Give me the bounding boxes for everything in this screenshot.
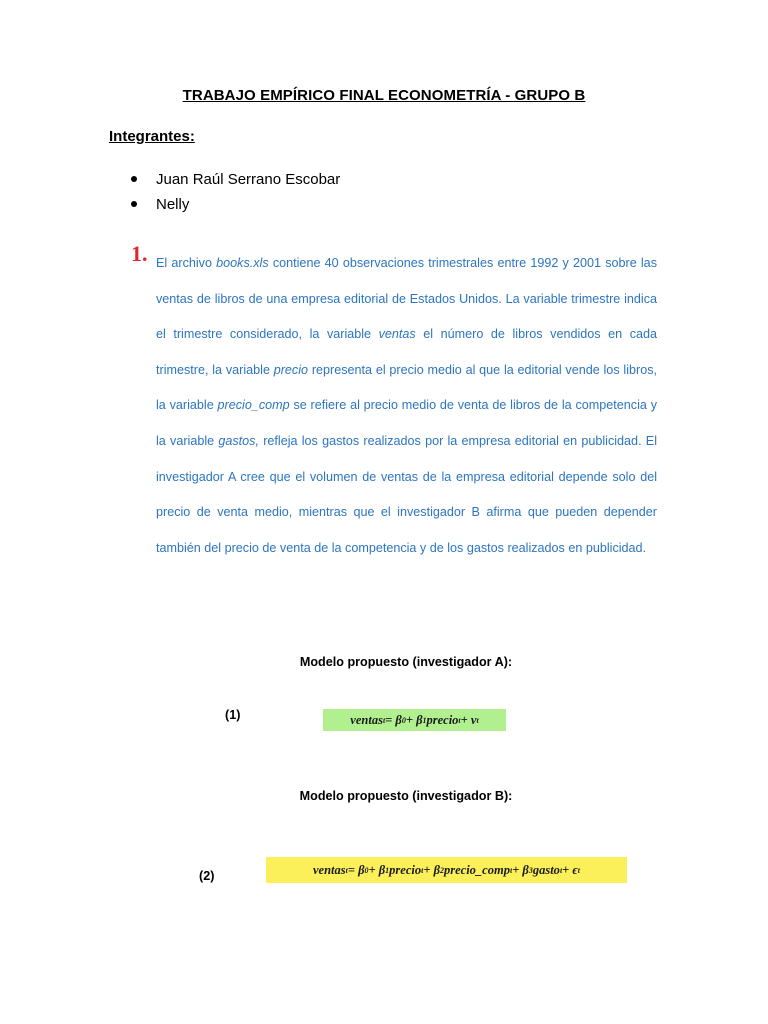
bullet-icon	[131, 176, 137, 182]
paragraph-segment: contiene 40 observaciones trimestrales entre 1992 y 2001 sobre las ventas de libros de una empresa editorial de Estados Unidos. La variable trimestre indica el trimestre considerado, la variable	[156, 256, 657, 342]
bullet-icon	[131, 201, 137, 207]
equation-subscript: t	[421, 865, 424, 875]
italic-term: precio	[273, 362, 309, 377]
paragraph-segment: el número de libros vendidos en cada trimestre, la variable	[156, 327, 658, 377]
equation-term: + β	[368, 862, 386, 877]
paragraph-segment: refleja los gastos realizados por la empresa editorial en publicidad. El investigador A cree que el volumen de ventas de la empresa editorial depende solo del precio de venta medio, mientras que el investigador B afirma que pueden depender también del precio de venta de la competencia y de los gastos realizados en publicidad.	[156, 433, 657, 555]
equation-subscript: 2	[439, 865, 444, 875]
paragraph-segment: representa el precio medio al que la editorial vende los libros, la variable	[156, 362, 657, 413]
equation-subscript: t	[458, 715, 461, 725]
equation-subscript: 0	[401, 715, 406, 725]
paragraph-segment: El archivo	[156, 256, 217, 270]
equation-subscript: 3	[528, 865, 533, 875]
italic-term: ventas	[378, 327, 416, 342]
equation-subscript: t	[345, 865, 348, 875]
equation-term: ventas	[312, 862, 346, 877]
equation-subscript: 0	[364, 865, 369, 875]
paragraph-segment: se refiere al precio medio de venta de libros de la competencia y la variable	[156, 398, 657, 448]
equation-term: + β	[512, 862, 529, 877]
member-item	[130, 195, 340, 220]
equation-term: = β	[347, 862, 365, 877]
italic-term: gastos,	[218, 433, 259, 448]
equation-term: gasto	[532, 862, 560, 877]
equation-term: + β	[423, 862, 440, 877]
equation-number-1: (1)	[225, 708, 241, 722]
equation-subscript: 1	[422, 715, 427, 725]
equation-term: = β	[385, 712, 402, 727]
document-title: TRABAJO EMPÍRICO FINAL ECONOMETRÍA - GRUPO B	[182, 87, 586, 104]
equation-subscript: t	[509, 865, 513, 875]
question-number: 1.	[131, 241, 148, 266]
equation-term: ventas	[350, 712, 383, 727]
equation-term: + v	[460, 712, 477, 727]
members-heading: Integrantes:	[109, 128, 195, 145]
model-a-heading: Modelo propuesto (investigador A):	[299, 655, 513, 669]
equation-term: + ϵ	[562, 862, 578, 877]
equation-subscript: t	[476, 715, 479, 725]
members-list	[130, 170, 340, 220]
question-text	[156, 246, 657, 566]
equation-subscript: 1	[385, 865, 390, 875]
model-b-heading: Modelo propuesto (investigador B):	[299, 789, 513, 803]
member-name: Juan Raúl Serrano Escobar	[156, 171, 341, 188]
equation-model-b	[266, 857, 627, 883]
member-name: Nelly	[156, 196, 190, 213]
equation-term: precio	[426, 712, 459, 727]
italic-term: precio_comp	[217, 398, 290, 413]
equation-term: precio	[389, 862, 422, 877]
equation-term: + β	[405, 712, 423, 727]
equation-term: precio_comp	[443, 862, 510, 877]
equation-number-2: (2)	[199, 869, 215, 883]
equation-subscript: t	[382, 715, 386, 725]
equation-subscript: t	[577, 865, 581, 875]
italic-term: books.xls	[216, 256, 269, 270]
equation-model-a	[323, 709, 506, 731]
member-item	[130, 170, 340, 195]
equation-subscript: t	[559, 865, 563, 875]
